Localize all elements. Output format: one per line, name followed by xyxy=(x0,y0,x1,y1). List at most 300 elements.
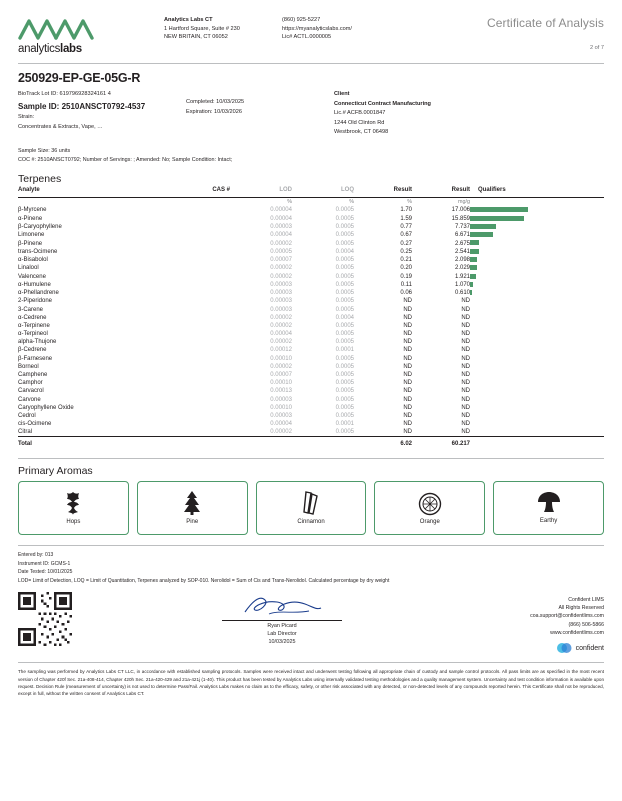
sample-meta xyxy=(18,147,604,166)
analytics-labs-logo-icon xyxy=(18,16,114,42)
result-bar xyxy=(470,216,524,221)
signature-title: Lab Director xyxy=(267,630,297,637)
lab-contact-block xyxy=(282,16,432,42)
cell-loq: 0.0005 xyxy=(335,257,354,264)
cell-result-mgg: ND xyxy=(461,306,470,313)
cell-result-pct: ND xyxy=(403,388,412,395)
aroma-label: Earthy xyxy=(539,518,558,525)
sample-info-column-mid xyxy=(186,90,334,138)
coc-line: COC #: 2510ANSCT0792; Number of Servings: ; Amended: No; Sample Condition: Intact; xyxy=(18,157,233,164)
pine-tree-icon xyxy=(181,490,203,516)
lod-loq-note: LOD= Limit of Detection, LOQ = Limit of Quantitation, Terpenes analyzed by SOP-010. Nerolidol = Sum of Cis and Trans-Nerolidol. Calculated percentage by dry weight xyxy=(18,578,390,585)
total-label: Total xyxy=(18,440,32,447)
hops-icon xyxy=(61,490,85,516)
cell-result-mgg: 7.737 xyxy=(454,223,470,230)
cell-cas xyxy=(168,395,230,403)
cell-cas xyxy=(168,289,230,297)
cell-result-pct: 0.25 xyxy=(400,248,412,255)
total-mgg: 60.217 xyxy=(451,440,470,447)
cell-result-mgg: 15.859 xyxy=(451,215,470,222)
cell-lod: 0.00004 xyxy=(270,232,292,239)
aroma-label: Orange xyxy=(419,519,440,526)
cell-loq: 0.0001 xyxy=(335,347,354,354)
aroma-card-earthy xyxy=(493,481,604,535)
signature-area xyxy=(18,592,604,657)
cell-analyte: Carvone xyxy=(18,396,41,403)
result-bar xyxy=(470,274,476,279)
cell-loq: 0.0001 xyxy=(335,421,354,428)
cell-bar xyxy=(470,404,604,412)
cell-result-pct: 0.20 xyxy=(400,265,412,272)
cell-bar xyxy=(470,322,604,330)
col-header-qualifiers: Qualifiers xyxy=(478,186,506,193)
cell-loq: 0.0005 xyxy=(335,331,354,338)
completed-label: Completed: xyxy=(186,99,215,105)
col-header-analyte: Analyte xyxy=(18,186,40,193)
cell-cas xyxy=(168,256,230,264)
aroma-card-cinnamon xyxy=(256,481,367,535)
cell-bar xyxy=(470,272,604,280)
table-row xyxy=(18,248,604,256)
cell-result-pct: ND xyxy=(403,306,412,313)
client-block xyxy=(334,90,514,138)
unit-result-mgg: mg/g xyxy=(458,199,470,206)
table-row xyxy=(18,289,604,297)
cell-analyte: 2-Piperidone xyxy=(18,298,53,305)
cell-cas xyxy=(168,231,230,239)
sample-id-heading: 250929-EP-GE-05G-R xyxy=(18,71,141,85)
cell-result-pct: ND xyxy=(403,363,412,370)
mushroom-icon xyxy=(536,491,562,515)
cell-analyte: α-Terpineol xyxy=(18,331,48,338)
result-bar xyxy=(470,240,479,245)
coa-title: Certificate of Analysis xyxy=(486,16,604,30)
cell-lod: 0.00002 xyxy=(270,363,292,370)
table-row xyxy=(18,305,604,313)
cell-bar xyxy=(470,215,604,223)
cell-loq: 0.0005 xyxy=(335,339,354,346)
cell-lod: 0.00002 xyxy=(270,339,292,346)
table-row xyxy=(18,206,604,214)
cell-analyte: Caryophyllene Oxide xyxy=(18,404,74,411)
confident-website[interactable]: www.confidentlims.com xyxy=(550,630,604,637)
cell-loq: 0.0005 xyxy=(335,298,354,305)
cell-cas xyxy=(168,314,230,322)
cell-result-mgg: ND xyxy=(461,355,470,362)
cell-loq: 0.0004 xyxy=(335,248,354,255)
cell-analyte: β-Farnesene xyxy=(18,355,53,362)
cell-cas xyxy=(168,281,230,289)
aroma-label: Hops xyxy=(66,519,81,526)
cell-lod: 0.00003 xyxy=(270,412,292,419)
cell-analyte: 3-Carene xyxy=(18,306,44,313)
cell-result-mgg: ND xyxy=(461,314,470,321)
cell-analyte: α-Phellandrene xyxy=(18,290,59,297)
cell-analyte: Limonene xyxy=(18,232,45,239)
cell-result-pct: 1.59 xyxy=(400,215,412,222)
cell-result-mgg: 2.675 xyxy=(454,240,470,247)
cell-lod: 0.00002 xyxy=(270,240,292,247)
cell-result-pct: 0.67 xyxy=(400,232,412,239)
cell-loq: 0.0005 xyxy=(335,372,354,379)
cell-loq: 0.0005 xyxy=(335,232,354,239)
confident-phone: (866) 506-5866 xyxy=(568,621,604,628)
client-name: Connecticut Contract Manufacturing xyxy=(334,100,431,107)
cell-analyte: α-Humulene xyxy=(18,281,51,288)
cell-lod: 0.00003 xyxy=(270,281,292,288)
entered-by: Entered by: 013 xyxy=(18,551,54,558)
cell-analyte: Valencene xyxy=(18,273,46,280)
legal-disclaimer: The sampling was performed by Analytics Labs CT LLC, in accordance with established sampling protocols. Samples were received intact and underwent testing following all appropriate chain of custody and sample control protocols. All pass limits are as specified in the most recent version of Chapter 420f Sec. 21a-408-414, Chapter 420h Sec. 21a-420-429 and 21a-421j (1-40). This product has been tested by Analytics Labs using internally validated testing methodologies and a quality management system. Uncertainty and test condition information is available upon request. Decision Rule (measurement of uncertainty) is not used to determine Pass/Fail. Analytics Labs makes no claim as to the efficacy, safety, or other risk associated with any detected, or non-detected levels of any compounds reported herein. This Certificate shall not be reproduced, except in full, without the written consent of Analytics Labs CT. xyxy=(18,662,604,697)
cell-cas xyxy=(168,264,230,272)
footer-divider xyxy=(18,545,604,546)
coa-title-block xyxy=(487,16,604,51)
table-row xyxy=(18,297,604,305)
cell-bar xyxy=(470,338,604,346)
cell-bar xyxy=(470,395,604,403)
cell-loq: 0.0005 xyxy=(335,429,354,436)
confident-brand-name: confident xyxy=(575,644,604,652)
cell-analyte: trans-Ocimene xyxy=(18,248,58,255)
cell-analyte: Cedrol xyxy=(18,412,36,419)
completed-value: 10/03/2025 xyxy=(216,99,245,105)
cell-cas xyxy=(168,379,230,387)
cell-result-pct: ND xyxy=(403,412,412,419)
cell-bar xyxy=(470,330,604,338)
table-row xyxy=(18,215,604,223)
cell-bar xyxy=(470,355,604,363)
sample-id-label: Sample ID: xyxy=(18,101,60,111)
cell-loq: 0.0005 xyxy=(335,363,354,370)
cell-cas xyxy=(168,346,230,354)
cell-cas xyxy=(168,371,230,379)
cell-loq: 0.0005 xyxy=(335,273,354,280)
signature-date: 10/03/2025 xyxy=(268,639,296,646)
cell-lod: 0.00003 xyxy=(270,223,292,230)
cell-result-pct: 0.11 xyxy=(400,281,412,288)
cell-loq: 0.0005 xyxy=(335,306,354,313)
cell-result-mgg: ND xyxy=(461,363,470,370)
biotrack-label: BioTrack Lot ID: xyxy=(18,91,58,97)
cell-bar xyxy=(470,264,604,272)
cell-result-mgg: ND xyxy=(461,347,470,354)
lab-license: Lic# ACTL.0000005 xyxy=(282,34,332,41)
cell-lod: 0.00007 xyxy=(270,372,292,379)
cell-loq: 0.0004 xyxy=(335,314,354,321)
cell-cas xyxy=(168,248,230,256)
cell-loq: 0.0005 xyxy=(335,207,354,214)
cell-result-mgg: ND xyxy=(461,339,470,346)
cell-cas xyxy=(168,387,230,395)
cell-analyte: alpha-Thujone xyxy=(18,339,57,346)
cell-cas xyxy=(168,428,230,437)
cell-loq: 0.0005 xyxy=(335,380,354,387)
expiration-label: Expiration: xyxy=(186,108,213,115)
cell-result-mgg: ND xyxy=(461,322,470,329)
cell-analyte: cis-Ocimene xyxy=(18,421,52,428)
cell-analyte: β-Pinene xyxy=(18,240,43,247)
cell-lod: 0.00003 xyxy=(270,396,292,403)
result-bar xyxy=(470,282,473,287)
cell-result-pct: 0.06 xyxy=(400,290,412,297)
cell-cas xyxy=(168,272,230,280)
result-bar xyxy=(470,207,528,212)
cell-lod: 0.00012 xyxy=(270,347,292,354)
lab-website-link[interactable]: https://myanalyticslabs.com/ xyxy=(282,25,352,32)
result-bar xyxy=(470,249,479,254)
sample-info-grid xyxy=(18,90,604,138)
orange-fruit-icon xyxy=(417,490,443,516)
table-row xyxy=(18,428,604,437)
cell-result-mgg: ND xyxy=(461,298,470,305)
cell-loq: 0.0005 xyxy=(335,290,354,297)
cell-analyte: α-Pinene xyxy=(18,215,43,222)
strain-label: Strain: xyxy=(18,114,35,121)
brand-wordmark xyxy=(18,43,136,55)
table-row xyxy=(18,231,604,239)
cell-result-pct: ND xyxy=(403,372,412,379)
cell-analyte: Camphor xyxy=(18,380,43,387)
cell-lod: 0.00002 xyxy=(270,314,292,321)
cell-result-pct: ND xyxy=(403,339,412,346)
cell-bar xyxy=(470,231,604,239)
cell-loq: 0.0005 xyxy=(335,281,354,288)
aroma-card-hops xyxy=(18,481,129,535)
client-address-1: 1244 Old Clinton Rd xyxy=(334,119,385,126)
cell-bar xyxy=(470,371,604,379)
terpenes-table-body xyxy=(18,206,604,437)
table-row xyxy=(18,387,604,395)
cell-result-pct: ND xyxy=(403,396,412,403)
cell-result-mgg: ND xyxy=(461,421,470,428)
date-tested: Date Tested: 10/01/2025 xyxy=(18,569,73,576)
confident-lims-block xyxy=(530,592,604,657)
cell-lod: 0.00003 xyxy=(270,306,292,313)
cell-lod: 0.00004 xyxy=(270,331,292,338)
unit-lod: % xyxy=(287,199,292,206)
cell-bar xyxy=(470,387,604,395)
cell-result-mgg: 1.921 xyxy=(454,273,470,280)
table-row xyxy=(18,322,604,330)
table-row xyxy=(18,223,604,231)
cell-lod: 0.00004 xyxy=(270,421,292,428)
cell-bar xyxy=(470,363,604,371)
table-row xyxy=(18,330,604,338)
lab-phone: (860) 925-5227 xyxy=(282,17,321,23)
page-header xyxy=(18,0,604,55)
table-row xyxy=(18,371,604,379)
col-header-result-mgg: Result xyxy=(451,186,470,193)
cell-analyte: β-Cedrene xyxy=(18,347,47,354)
lab-address-line-1: 1 Hartford Square, Suite # 230 xyxy=(164,25,240,32)
confident-line-1: Confident LIMS xyxy=(568,596,604,603)
signature-name: Ryan Picard xyxy=(267,622,297,629)
cell-result-mgg: ND xyxy=(461,380,470,387)
cell-analyte: β-Myrcene xyxy=(18,207,47,214)
cell-lod: 0.00003 xyxy=(270,298,292,305)
footer-notes xyxy=(18,551,604,586)
cell-cas xyxy=(168,355,230,363)
cell-result-mgg: 6.671 xyxy=(454,232,470,239)
cell-cas xyxy=(168,206,230,214)
cell-lod: 0.00002 xyxy=(270,273,292,280)
cell-cas xyxy=(168,330,230,338)
cell-result-mgg: ND xyxy=(461,372,470,379)
cell-lod: 0.00013 xyxy=(270,388,292,395)
cell-result-mgg: ND xyxy=(461,404,470,411)
unit-loq: % xyxy=(349,199,354,206)
confident-support-email[interactable]: coa.support@confidentlims.com xyxy=(530,613,604,620)
client-address-2: Westbrook, CT 06498 xyxy=(334,129,389,135)
cell-cas xyxy=(168,239,230,247)
cell-bar xyxy=(470,206,604,214)
cell-bar xyxy=(470,346,604,354)
cell-result-mgg: 17.006 xyxy=(451,207,470,214)
cell-loq: 0.0005 xyxy=(335,322,354,329)
aroma-label: Pine xyxy=(186,519,199,526)
result-bar xyxy=(470,290,472,295)
table-row xyxy=(18,363,604,371)
aromas-divider xyxy=(18,458,604,459)
cell-analyte: Linalool xyxy=(18,265,39,272)
result-bar xyxy=(470,257,477,262)
brand-block xyxy=(18,16,136,55)
col-header-cas: CAS # xyxy=(212,186,230,193)
cell-result-pct: 0.19 xyxy=(400,273,412,280)
cell-result-mgg: ND xyxy=(461,396,470,403)
cell-result-mgg: ND xyxy=(461,429,470,436)
table-row xyxy=(18,239,604,247)
cell-analyte: Camphene xyxy=(18,372,48,379)
cell-bar xyxy=(470,256,604,264)
result-bar xyxy=(470,232,493,237)
cell-loq: 0.0005 xyxy=(335,265,354,272)
cell-result-pct: ND xyxy=(403,298,412,305)
cell-bar xyxy=(470,289,604,297)
cell-result-mgg: ND xyxy=(461,388,470,395)
cell-result-pct: ND xyxy=(403,380,412,387)
cell-cas xyxy=(168,412,230,420)
cell-analyte: α-Cedrene xyxy=(18,314,47,321)
terpenes-table-head xyxy=(18,187,604,206)
cell-lod: 0.00002 xyxy=(270,429,292,436)
cell-bar xyxy=(470,379,604,387)
cell-analyte: Citral xyxy=(18,429,33,436)
cell-bar xyxy=(470,314,604,322)
cell-analyte: Carvacrol xyxy=(18,388,44,395)
expiration-value: 10/03/2026 xyxy=(214,108,242,115)
cell-cas xyxy=(168,404,230,412)
cell-bar xyxy=(470,412,604,420)
cell-result-pct: 1.70 xyxy=(400,207,412,214)
sample-info-column-left xyxy=(18,90,186,138)
cell-result-pct: ND xyxy=(403,314,412,321)
page-indicator: 2 of 7 xyxy=(590,45,604,51)
aroma-card-pine xyxy=(137,481,248,535)
signature-block xyxy=(222,592,342,646)
result-bar xyxy=(470,224,496,229)
strain-value: Concentrates & Extracts, Vape, … xyxy=(18,123,103,130)
cell-result-mgg: ND xyxy=(461,412,470,419)
cell-lod: 0.00002 xyxy=(270,265,292,272)
table-row xyxy=(18,395,604,403)
cell-lod: 0.00007 xyxy=(270,257,292,264)
lab-address-line-2: NEW BRITAIN, CT 06052 xyxy=(164,34,228,41)
cell-loq: 0.0005 xyxy=(335,215,354,222)
cell-cas xyxy=(168,305,230,313)
cell-lod: 0.00005 xyxy=(270,248,292,255)
total-pct: 6.02 xyxy=(400,440,412,447)
cell-result-pct: ND xyxy=(403,347,412,354)
table-row xyxy=(18,272,604,280)
table-row xyxy=(18,281,604,289)
cell-result-mgg: 2.029 xyxy=(454,265,470,272)
cell-lod: 0.00010 xyxy=(270,404,292,411)
cell-cas xyxy=(168,297,230,305)
cell-bar xyxy=(470,420,604,428)
cell-cas xyxy=(168,420,230,428)
table-row xyxy=(18,264,604,272)
result-bar xyxy=(470,265,477,270)
cell-loq: 0.0005 xyxy=(335,396,354,403)
cell-analyte: α-Bisabolol xyxy=(18,257,48,264)
cell-result-pct: ND xyxy=(403,355,412,362)
table-row xyxy=(18,256,604,264)
cell-bar xyxy=(470,297,604,305)
cell-loq: 0.0005 xyxy=(335,404,354,411)
cell-analyte: α-Terpinene xyxy=(18,322,50,329)
cell-result-mgg: 2.541 xyxy=(454,248,470,255)
cell-bar xyxy=(470,223,604,231)
lab-address-block xyxy=(164,16,274,42)
client-label: Client xyxy=(334,91,350,97)
col-header-result-pct: Result xyxy=(393,186,412,193)
confident-logo-icon xyxy=(556,640,572,656)
cell-result-pct: ND xyxy=(403,421,412,428)
terpenes-table xyxy=(18,187,604,448)
cell-result-pct: 0.21 xyxy=(400,257,412,264)
cell-result-pct: ND xyxy=(403,429,412,436)
instrument-id: Instrument ID: GCMS-1 xyxy=(18,560,71,567)
table-row xyxy=(18,404,604,412)
terpenes-table-foot xyxy=(18,437,604,448)
signature-icon xyxy=(239,592,325,618)
unit-result-pct: % xyxy=(407,199,412,206)
cinnamon-stick-icon xyxy=(299,490,323,516)
cell-lod: 0.00003 xyxy=(270,290,292,297)
cell-cas xyxy=(168,338,230,346)
biotrack-value: 619796928324161 4 xyxy=(59,91,111,97)
cell-lod: 0.00002 xyxy=(270,322,292,329)
confident-line-2: All Rights Reserved xyxy=(558,605,604,612)
table-row xyxy=(18,338,604,346)
terpenes-section-title: Terpenes xyxy=(18,172,62,185)
cell-result-pct: 0.77 xyxy=(400,223,412,230)
cell-lod: 0.00004 xyxy=(270,215,292,222)
cell-lod: 0.00010 xyxy=(270,380,292,387)
lab-name: Analytics Labs CT xyxy=(164,17,213,23)
cell-analyte: β-Caryophyllene xyxy=(18,223,62,230)
table-row xyxy=(18,355,604,363)
cell-loq: 0.0005 xyxy=(335,388,354,395)
header-divider xyxy=(18,63,604,64)
terpenes-units-row xyxy=(18,198,604,207)
col-header-loq: LOQ xyxy=(341,186,354,193)
aroma-card-orange xyxy=(374,481,485,535)
qr-code-icon[interactable] xyxy=(18,592,72,646)
table-row xyxy=(18,412,604,420)
col-header-lod: LOD xyxy=(279,186,292,193)
